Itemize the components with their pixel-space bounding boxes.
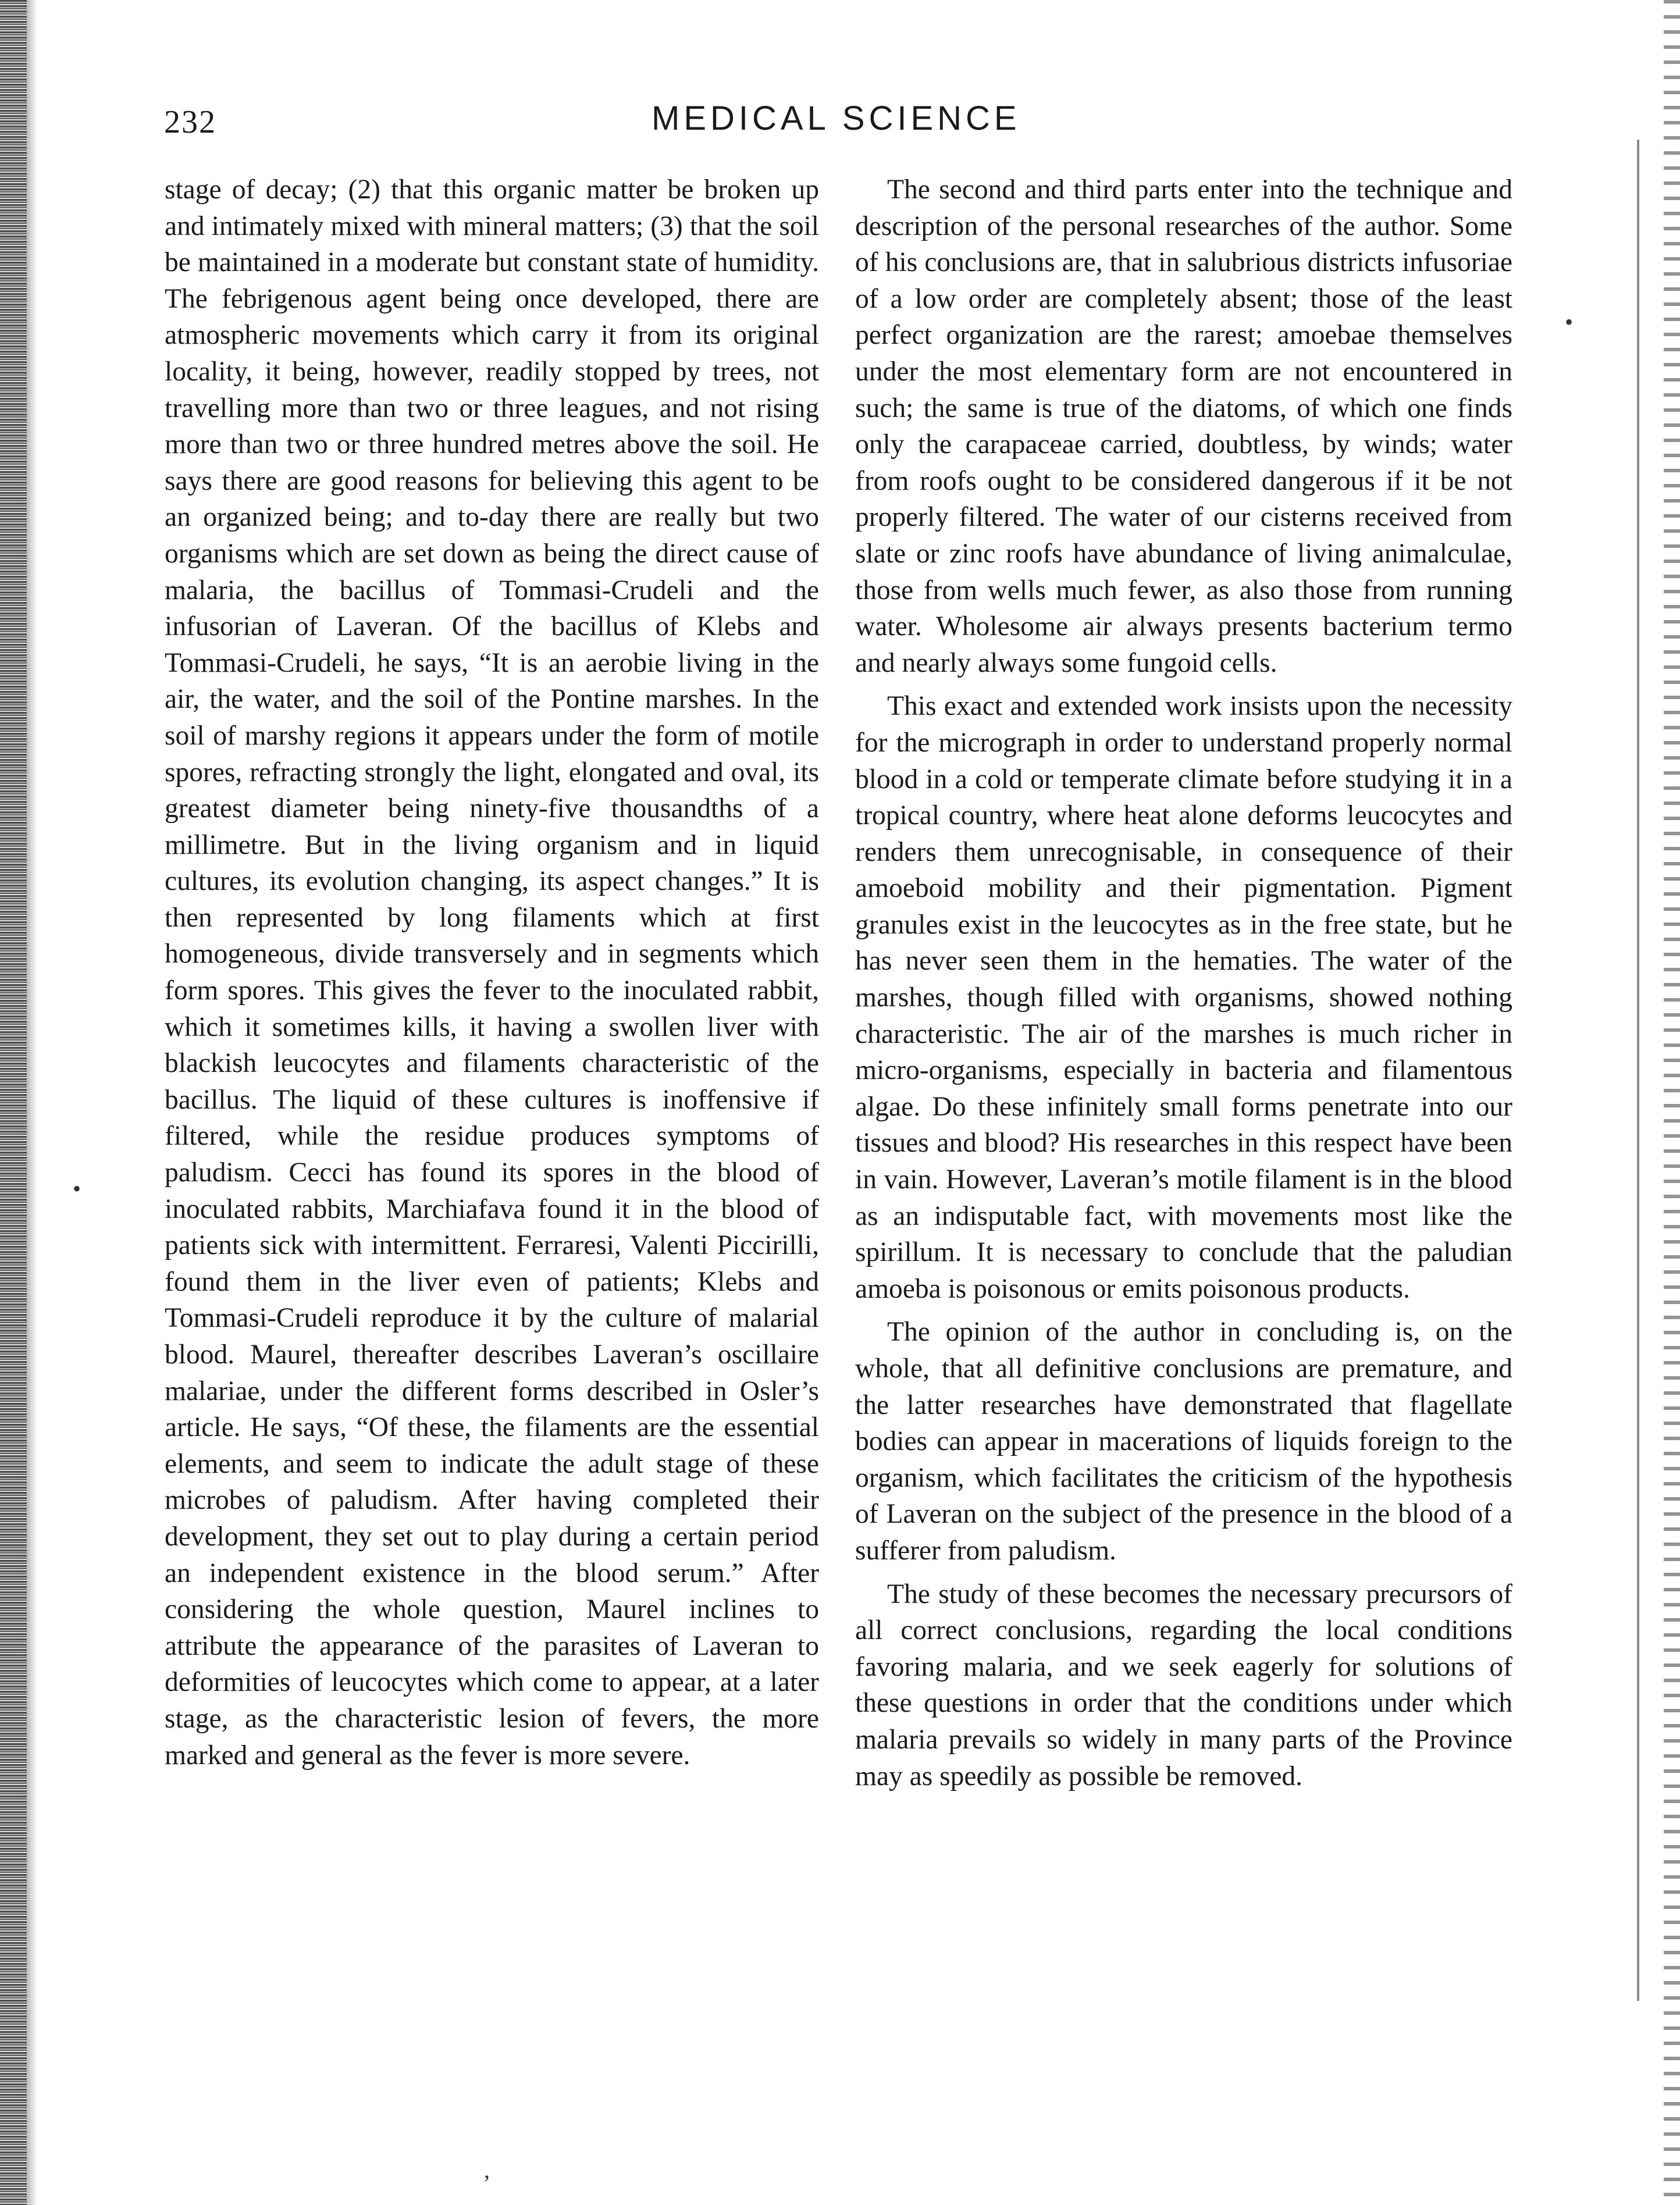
right-scan-edge <box>1664 0 1680 2205</box>
right-paragraph-4: The study of these becomes the necessary precursors of all correct conclusions, regarding the local conditions favoring malaria, and we seek eagerly for solutions of these questions in order that the conditions under which malaria prevails so widely in many parts of the Province may as speedily as possible be removed. <box>855 1579 1512 1791</box>
page-number: 232 <box>164 104 216 140</box>
binding-shadow <box>27 0 37 2205</box>
right-paragraph-1: The second and third parts enter into the technique and description of the personal researches of the author. Some of his conclusions are, that in salubrious districts infusoriae of a low order are completely absent; those of the least perfect organization are the rarest; amoebae themselves under the most elementary form are not encountered in such; the same is true of the diatoms, of which one finds only the carapaceae carried, doubtless, by winds; water from roofs ought to be considered dangerous if it be not properly filtered. The water of our cisterns received from slate or zinc roofs have abundance of living animalculae, those from wells much fewer, as also those from running water. Wholesome air always presents bacterium termo and nearly always some fungoid cells. <box>855 174 1512 678</box>
right-column <box>855 172 1512 1801</box>
right-paragraph-2: This exact and extended work insists upon the necessity for the micrograph in order to understand properly normal blood in a cold or temperate climate before studying it in a tropical country, where heat alone deforms leucocytes and renders them unrecognisable, in consequence of their amoeboid mobility and their pigmentation. Pigment granules exist in the leucocytes as in the free state, but he has never seen them in the hematies. The water of the marshes, though filled with organisms, showed nothing characteristic. The air of the marshes is much richer in micro-organisms, especially in bacteria and filamentous algae. Do these infinitely small forms penetrate into our tissues and blood? His researches in this respect have been in vain. However, Laveran’s motile filament is in the blood as an indisputable fact, with movements most like the spirillum. It is necessary to conclude that the paludian amoeba is poisonous or emits poisonous products. <box>855 691 1512 1304</box>
left-paragraph-1: stage of decay; (2) that this organic matter be broken up and intimately mixed with mineral matters; (3) that the soil be maintained in a moderate but constant state of humidity. The febrigenous agent being once developed, there are atmospheric movements which carry it from its original locality, it being, however, readily stopped by trees, not travelling more than two or three leagues, and not rising more than two or three hundred metres above the soil. He says there are good reasons for believing this agent to be an organized being; and to-day there are really but two organisms which are set down as being the direct cause of malaria, the bacillus of Tommasi-Crudeli and the infusorian of Laveran. Of the bacillus of Klebs and Tommasi-Crudeli, he says, “It is an aerobie living in the air, the water, and the soil of the Pontine marshes. In the soil of marshy regions it appears under the form of motile spores, refracting strongly the light, elongated and oval, its greatest diameter being ninety-five thousandths of a millimetre. But in the living organism and in liquid cultures, its evolution changing, its aspect changes.” It is then represented by long filaments which at first homogeneous, divide transversely and in segments which form spores. This gives the fever to the inoculated rabbit, which it sometimes kills, it having a swollen liver with blackish leucocytes and filaments characteristic of the bacillus. The liquid of these cultures is inoffensive if filtered, while the residue produces symptoms of paludism. Cecci has found its spores in the blood of inoculated rabbits, Marchiafava found it in the blood of patients sick with intermittent. Ferraresi, Valenti Piccirilli, found them in the liver even of patients; Klebs and Tommasi-Crudeli reproduce it by the culture of malarial blood. Maurel, thereafter describes Laveran’s oscillaire malariae, under the different forms described in Osler’s article. He says, “Of these, the filaments are the essential elements, and seem to indicate the adult stage of these microbes of paludism. After having completed their development, they set out to play during a certain period an independent existence in the blood serum.” After considering the whole question, Maurel inclines to attribute the appearance of the parasites of Laveran to deformities of leucocytes which come to appear, at a later stage, as the characteristic lesion of fevers, the more marked and general as the fever is more severe. <box>165 174 819 1771</box>
running-title: MEDICAL SCIENCE <box>652 99 1021 137</box>
right-margin-rule <box>1637 140 1639 2001</box>
right-paragraph-3: The opinion of the author in concluding is, on the whole, that all definitive conclusions are premature, and the latter researches have demonstrated that flagellate bodies can appear in macerations of liquids foreign to the organism, which facilitates the criticism of the hypothesis of Laveran on the subject of the presence in the blood of a sufferer from paludism. <box>855 1317 1512 1566</box>
binding-edge <box>0 0 27 2205</box>
stray-ink-mark: ’ <box>483 2170 491 2196</box>
stray-ink-mark: • <box>73 1175 81 1202</box>
left-column <box>165 172 819 1780</box>
stray-ink-mark: • <box>1565 309 1574 335</box>
